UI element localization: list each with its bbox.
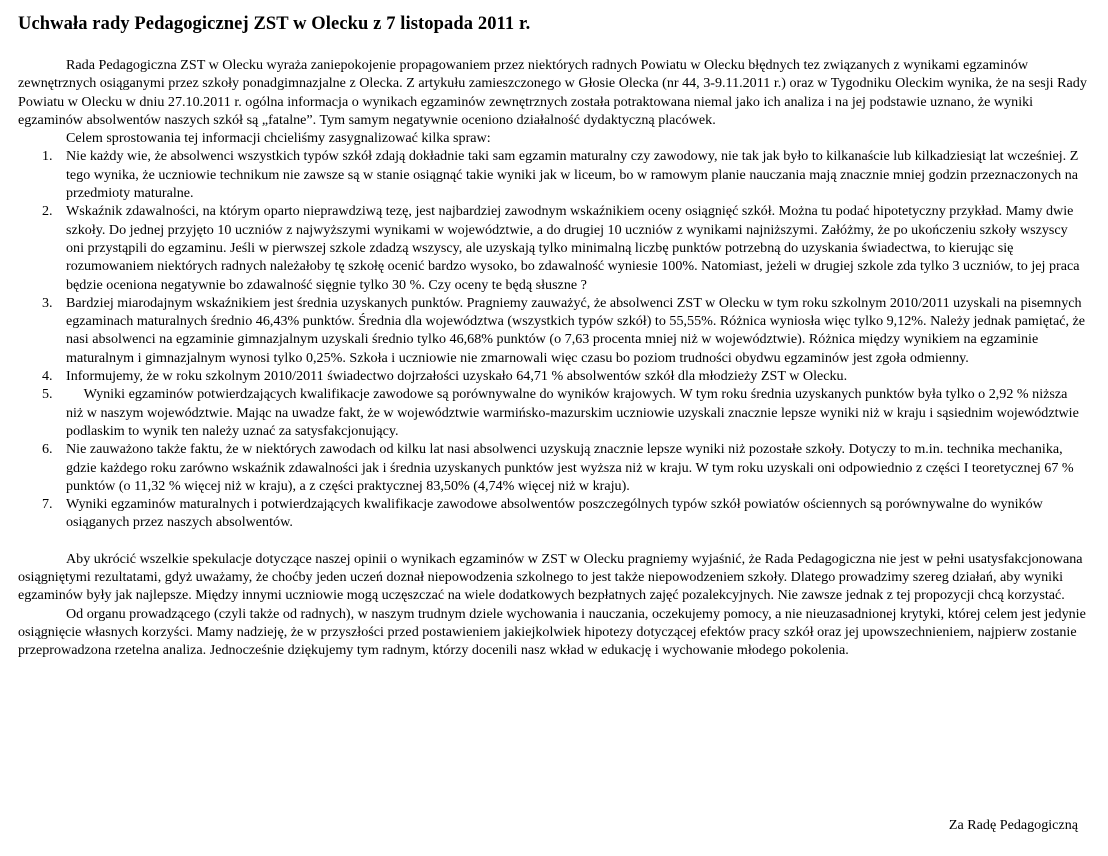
closing-paragraph: Aby ukrócić wszelkie spekulacje dotyczące naszej opinii o wynikach egzaminów w ZST w Olecku pragniemy wyjaśnić, że Rada Pedagogiczna nie jest w pełni usatysfakcjonowana osiągniętymi rezultatami, gdyż uważamy, że choćby jeden uczeń doznał niepowodzenia szkolnego to jest także niepowodzeniem szkoły. Dlatego prowadzimy szereg działań, aby wyniki egzaminów były jak najlepsze. Między innymi uczniowie mogą uczęszczać na wiele dodatkowych bezpłatnych zajęć pozalekcyjnych. Nie zawsze jednak z tej propozycji chcą korzystać. xyxy=(18,550,1083,604)
paragraph-spacer xyxy=(18,532,1088,550)
signature-line: Za Radę Pedagogiczną xyxy=(948,817,1078,833)
list-item-number: 1. xyxy=(42,148,53,165)
list-item-text: Wyniki egzaminów potwierdzających kwalifikacje zawodowe są porównywalne do wyników krajowych. W tym roku średnia uzyskanych punktów była tylko o 2,92 % niższa niż w naszym województwie. Mając na uwadze fakt, że w województwie warmińsko-mazurskim uczniowie uzyskali znacznie lepsze wyniki niż w kraju i sąsiednim województwie podlaskim to wynik ten należy uznać za satysfakcjonujący. xyxy=(66,386,1083,439)
list-item-number: 7. xyxy=(42,496,53,513)
list-item xyxy=(18,147,1088,202)
intro-lead-in: Celem sprostowania tej informacji chcieliśmy zasygnalizować kilka spraw: xyxy=(66,130,491,147)
list-item-number: 4. xyxy=(42,368,53,385)
document-page xyxy=(18,12,1088,660)
list-item xyxy=(18,202,1088,293)
closing-paragraph-final: Od organu prowadzącego (czyli także od radnych), w naszym trudnym dziele wychowania i nauczania, oczekujemy pomocy, a nie nieuzasadnionej krytyki, której celem jest jedynie osiągnięcie własnych korzyści. Mamy nadzieję, że w przyszłości przed postawieniem jakiejkolwiek hipotezy dotyczącej efektów pracy szkół oraz jej upowszechnieniem, najpierw zostanie przeprowadzona rzetelna analiza. Jednocześnie dziękujemy tym radnym, którzy docenili nasz wkład w edukację i wychowanie młodego pokolenia. xyxy=(18,605,1086,659)
list-item-text: Informujemy, że w roku szkolnym 2010/2011 świadectwo dojrzałości uzyskało 64,71 % absolwentów szkół dla młodzieży ZST w Olecku. xyxy=(66,368,848,385)
list-item xyxy=(18,440,1088,495)
list-item-number: 2. xyxy=(42,203,53,220)
document-title: Uchwała rady Pedagogicznej ZST w Olecku z 7 listopada 2011 r. xyxy=(18,14,531,34)
intro-paragraph: Rada Pedagogiczna ZST w Olecku wyraża zaniepokojenie propagowaniem przez niektórych radnych Powiatu w Olecku błędnych tez związanych z wynikami egzaminów zewnętrznych osiąganymi przez szkoły ponadgimnazjalne z Olecka. Z artykułu zamieszczonego w Głosie Olecka (nr 44, 3-9.11.2011 r.) oraz w Tygodniku Oleckim wynika, że na sesji Rady Powiatu w Olecku w dniu 27.10.2011 r. ogólna informacja o wynikach egzaminów zewnętrznych została potraktowana niemal jako ich analiza i na jej podstawie uznano, że wyniki egzaminów absolwentów naszych szkół są „fatalne”. Tym samym negatywnie oceniono działalność dydaktyczną placówek. xyxy=(18,57,1087,128)
list-item xyxy=(18,294,1088,367)
list-item-number: 6. xyxy=(42,441,53,458)
list-item xyxy=(18,385,1088,440)
list-item-text: Wskaźnik zdawalności, na którym oparto nieprawdziwą tezę, jest najbardziej zawodnym wskaźnikiem oceny osiągnięć szkół. Można tu podać hipotetyczny przykład. Mamy dwie szkoły. Do jednej przyjęto 10 uczniów z najwyższymi wynikami w województwie, a do drugiej 10 uczniów z wynikami najniższymi. Załóżmy, że po ukończeniu szkoły wszyscy oni przystąpili do egzaminu. Jeśli w pierwszej szkole zdadzą wszyscy, ale uzyskają tylko minimalną liczbę punktów potrzebną do uzyskania świadectwa, to kierując się rozumowaniem niektórych radnych należałoby tę szkołę ocenić bardzo wysoko, bo zdawalność wyniesie 100%. Natomiast, jeżeli w drugiej szkole zda tylko 3 uczniów, to jej praca będzie oceniona negatywnie bo zdawalność sięgnie tylko 30 %. Czy oceny te będą słuszne ? xyxy=(66,203,1080,293)
list-item-number: 3. xyxy=(42,294,53,311)
list-item-text: Nie zauważono także faktu, że w niektórych zawodach od kilku lat nasi absolwenci uzyskują znacznie lepsze wyniki niż pozostałe szkoły. Dotyczy to m.in. technika mechanika, gdzie każdego roku zarówno wskaźnik zdawalności jak i średnia uzyskanych punktów jest wyższa niż w kraju. W tym roku uzyskali oni odpowiednio z części I teoretycznej 67 % punktów (o 11,32 % więcej niż w kraju), a z części praktycznej 83,50% (4,74% więcej niż w kraju). xyxy=(66,441,1074,494)
document-body xyxy=(18,56,1088,660)
numbered-points-list xyxy=(18,147,1088,531)
list-item-text: Bardziej miarodajnym wskaźnikiem jest średnia uzyskanych punktów. Pragniemy zauważyć, że absolwenci ZST w Olecku w tym roku szkolnym 2010/2011 uzyskali na pisemnych egzaminach maturalnych średnio 46,43% punktów. Średnia dla województwa (wszystkich typów szkół) to 55,55%. Różnica wyniosła więc tylko 9,12%. Należy jednak pamiętać, że nasi absolwenci na egzaminie gimnazjalnym uzyskali średnio tylko 46,68% punktów (o 7,63 procenta mniej niż w województwie). Różnica między wynikiem na egzaminie maturalnym i gimnazjalnym wynosi tylko 0,25%. Szkoła i uczniowie nie zmarnowali więc czasu bo poziom trudności obydwu egzaminów jest zgoła odmienny. xyxy=(66,294,1086,366)
list-item xyxy=(18,495,1088,532)
list-item xyxy=(18,367,1088,385)
list-item-text: Wyniki egzaminów maturalnych i potwierdzających kwalifikacje zawodowe absolwentów poszczególnych typów szkół powiatów ościennych są porównywalne do wyników osiąganych przez naszych absolwentów. xyxy=(66,496,1043,531)
list-item-number: 5. xyxy=(42,386,53,403)
list-item-text: Nie każdy wie, że absolwenci wszystkich typów szkół zdają dokładnie taki sam egzamin maturalny czy zawodowy, nie tak jak było to kilkanaście lub kilkadziesiąt lat wcześniej. Z tego wynika, że uczniowie technikum nie zawsze są w stanie osiągnąć takie wyniki jak w liceum, bo w ramowym planie nauczania mają znacznie mniej godzin przeznaczonych na przedmioty maturalne. xyxy=(66,148,1079,202)
